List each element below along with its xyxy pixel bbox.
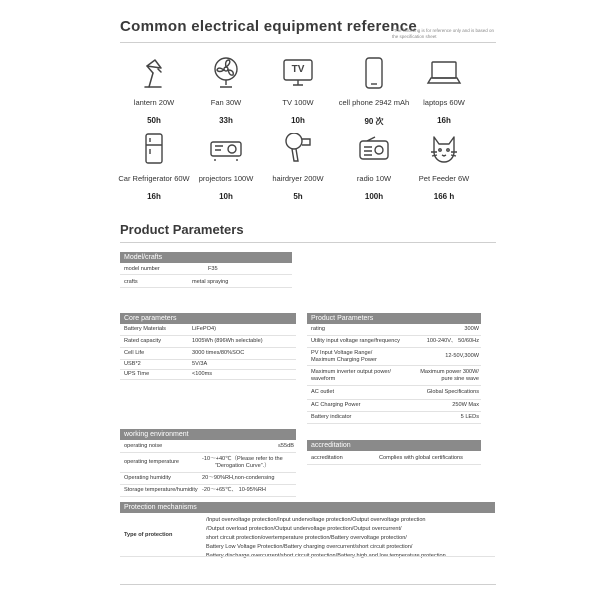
row-value: 100-240V、 50/60Hz [426,338,479,344]
equipment-reference-title: Common electrical equipment reference [120,18,418,35]
row-value: F35 [208,265,218,272]
protection-header: Protection mechanisms [120,502,495,513]
appliance-hours: 10h [291,116,305,125]
table-row [120,485,296,497]
row-value: metal spraying [192,278,229,285]
appliance-item [406,54,482,125]
product-parameters-title: Product Parameters [120,222,244,237]
appliance-hours: 16h [147,192,161,201]
appliance-hours: 90 次 [364,117,384,126]
model-crafts-header: Model/crafts [120,252,292,263]
row-key: AC Charging Power [311,402,361,408]
appliance-item [188,130,264,201]
model-number-row [120,263,292,275]
appliance-name: TV 100W [282,98,314,107]
cell-phone-icon [336,54,412,92]
row-value: 1005Wh (896Wh selectable) [192,338,263,344]
row-value: <100ms [192,371,213,377]
row-key: operating temperature [124,459,180,465]
appliance-name: hairdryer 200W [272,174,324,183]
protection-type-key: Type of protection [124,532,173,538]
row-value: -20～+65℃、 10-95%RH [202,487,266,493]
row-key: Battery Materials [124,326,166,332]
row-key: accreditation [311,455,343,461]
row-key: Battery indicator [311,414,352,420]
row-key: PV Input Voltage Range/ Maximum Charging Power [311,349,377,363]
protection-line: Battery Low Voltage Protection/Battery charging overcurrent/short circuit protection/ [206,544,413,550]
row-value: Global Specifications [426,389,479,395]
appliance-name: radio 10W [356,174,392,183]
table-row [120,324,296,336]
table-row [307,386,481,400]
appliance-item [116,130,192,201]
appliance-name: laptops 60W [423,98,465,107]
appliance-item [260,54,336,125]
appliance-hours: 5h [293,192,303,201]
table-row [120,336,296,348]
table-row [307,366,481,386]
laptop-icon [406,54,482,92]
refrigerator-icon [116,130,192,168]
protection-line: /Input overvoltage protection/Input undervoltage protection/Output overvoltage protection [206,517,426,523]
pet-feeder-icon [406,130,482,168]
bottom-divider [120,584,496,585]
params-header: Product Parameters [307,313,481,324]
table-row [120,453,296,473]
table-row [307,324,481,336]
row-value: 300W [464,326,479,332]
appliance-hours: 100h [364,192,384,201]
row-key: model number [124,265,160,272]
environment-header: working environment [120,429,296,440]
row-value: Maximum power 300W/ pure sine wave [420,368,479,382]
row-value: 250W Max [452,402,479,408]
table-row [307,336,481,348]
row-key: USB*2 [124,361,141,367]
appliance-item [336,54,412,127]
reference-note: *The following is for reference only and is based on the specification sheet [392,28,495,39]
table-row [120,370,296,380]
fan-icon [188,54,264,92]
hairdryer-icon [260,130,336,168]
appliance-item [188,54,264,125]
row-key: Rated capacity [124,338,162,344]
row-value: -10～+40℃（Please refer to the “Derogation Curve”.） [202,455,283,469]
appliance-name: cell phone 2942 mAh [338,98,410,107]
appliance-item [406,130,482,201]
table-row [120,348,296,360]
row-value: 5 LEDs [460,414,479,420]
row-value: Complies with global certifications [379,455,463,461]
appliance-name: Pet Feeder 6W [418,174,470,183]
row-key: Cell Life [124,350,145,356]
protection-divider [120,556,495,557]
appliance-hours: 50h [147,116,161,125]
appliance-name: projectors 100W [198,174,254,183]
crafts-row [120,276,292,288]
table-row [307,348,481,366]
table-row [120,360,296,370]
row-value: ≤55dB [277,443,294,449]
appliance-name: lantern 20W [133,98,175,107]
projector-icon [188,130,264,168]
row-value: 3000 times/80%SOC [192,350,245,356]
appliance-hours: 166 h [433,192,455,201]
row-key: rating [311,326,325,332]
row-key: crafts [124,278,138,285]
row-value: 5V/3A [192,361,208,367]
row-key: AC outlet [311,389,335,395]
core-parameters-header: Core parameters [120,313,296,324]
appliance-name: Car Refrigerator 60W [118,174,190,183]
appliance-hours: 16h [437,116,451,125]
accreditation-row [307,452,481,465]
row-key: operating noise [124,443,163,449]
accreditation-header: accreditation [307,440,481,451]
table-row [120,441,296,453]
appliance-hours: 33h [219,116,233,125]
row-key: Maximum inverter output power/ waveform [311,368,391,382]
protection-line: short circuit protection/overtemperature protection/Battery overvoltage protection/ [206,535,407,541]
row-key: UPS Time [124,371,150,377]
appliance-item [116,54,192,125]
lamp-icon [116,54,192,92]
table-row [307,412,481,424]
row-value: 12-50V,300W [445,353,479,359]
protection-line: /Output overload protection/Output undervoltage protection/Output overcurrent/ [206,526,402,532]
title-divider [120,42,496,43]
appliance-item [260,130,336,201]
row-key: Utility input voltage range/frequency [311,338,400,344]
row-key: Operating humidity [124,475,171,481]
row-value: 20～90%RH,non-condensing [202,475,275,481]
radio-icon [336,130,412,168]
table-row [120,473,296,485]
row-key: Storage temperature/humidity [124,487,198,493]
appliance-name: Fan 30W [210,98,242,107]
row-value: LiFePO4) [192,326,216,332]
product-divider [120,242,496,243]
tv-icon-label: TV [291,64,305,75]
tv-icon [260,54,336,92]
appliance-item [336,130,412,201]
appliance-hours: 10h [219,192,233,201]
table-row [307,400,481,412]
